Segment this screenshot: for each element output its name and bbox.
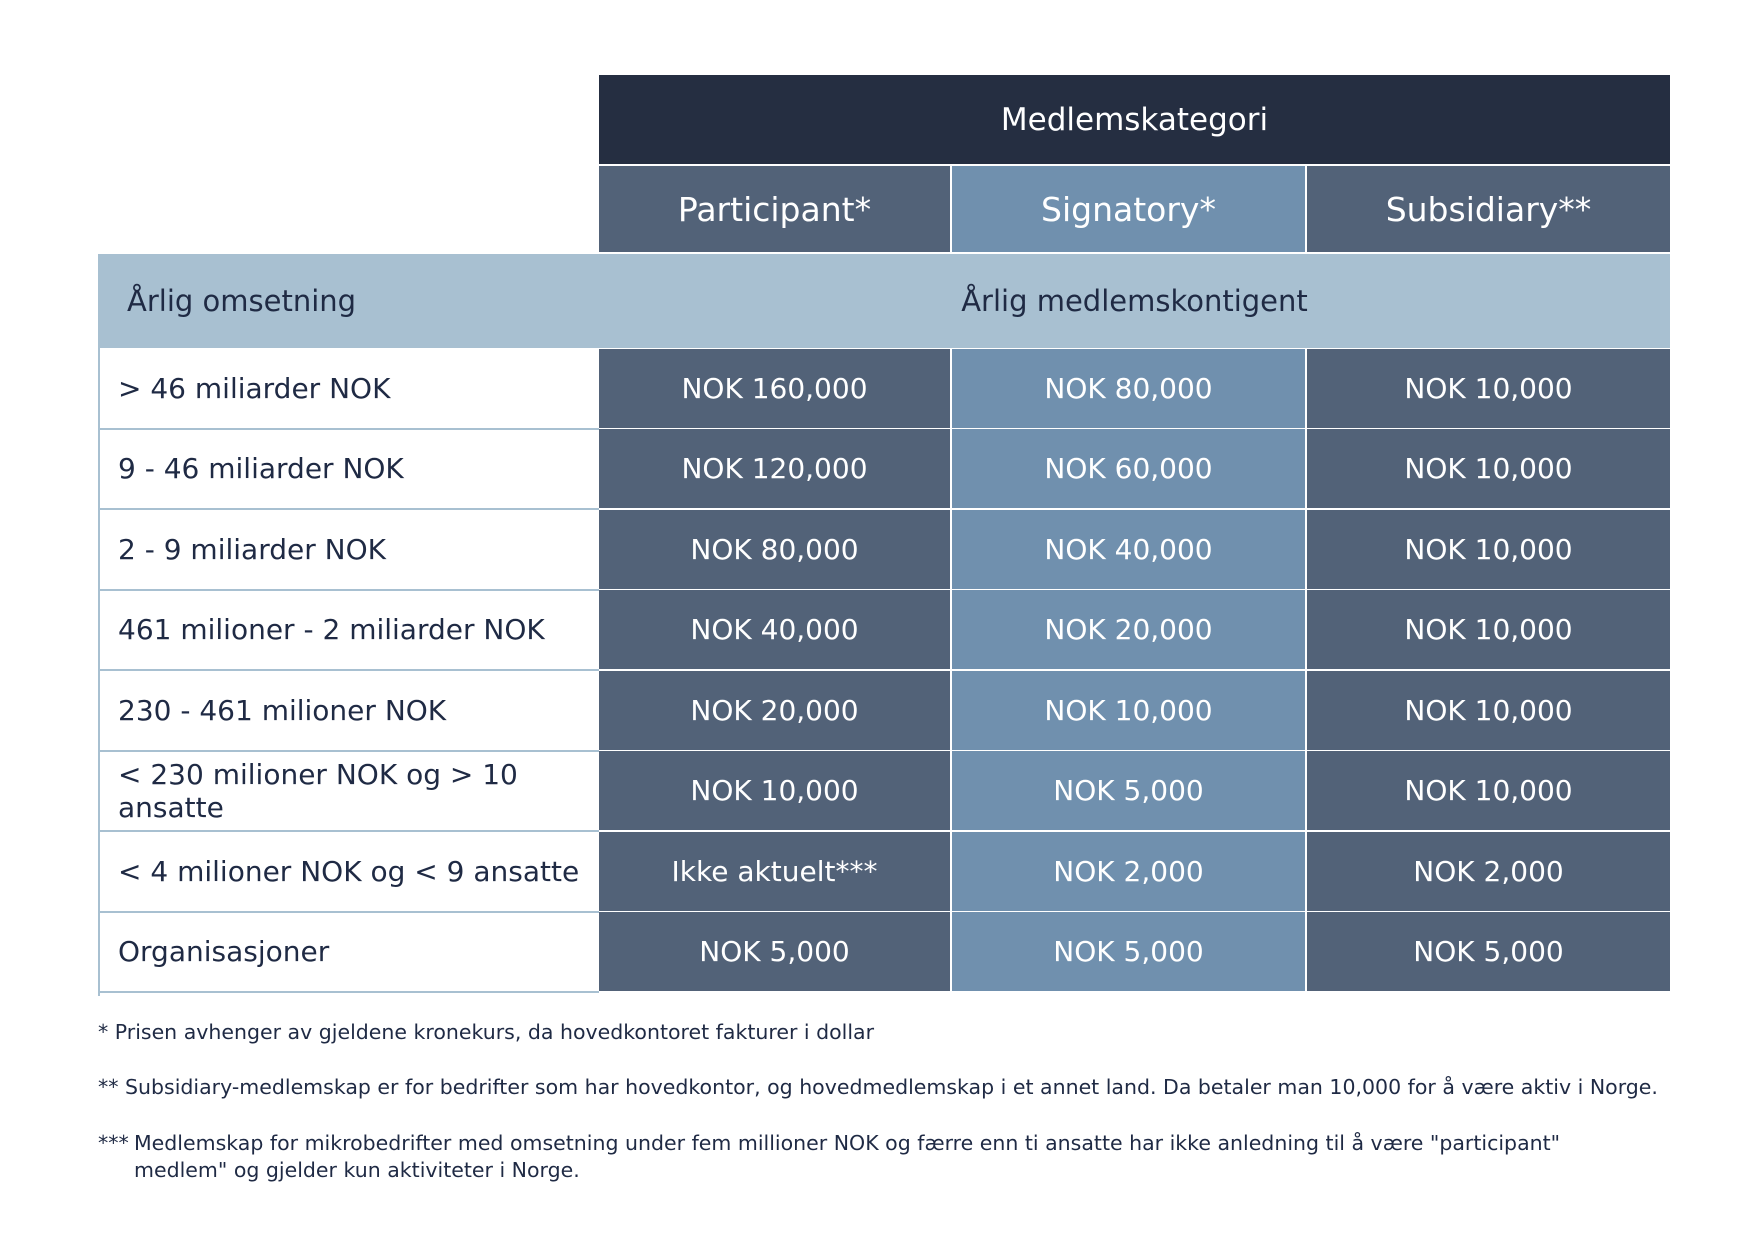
fee-cell: NOK 40,000 bbox=[952, 510, 1305, 589]
row-label: < 230 milioner NOK og > 10 ansatte bbox=[118, 757, 518, 824]
fee-cell: NOK 120,000 bbox=[599, 429, 950, 508]
row-label: 461 milioner - 2 miliarder NOK bbox=[118, 613, 545, 646]
fee-header-label: Årlig medlemskontigent bbox=[961, 284, 1308, 318]
fee-cell: NOK 80,000 bbox=[599, 510, 950, 589]
row-label: 2 - 9 miliarder NOK bbox=[118, 533, 386, 566]
fee-cell: NOK 5,000 bbox=[1307, 912, 1670, 991]
fee-cell: NOK 10,000 bbox=[1307, 429, 1670, 508]
fee-cell: NOK 5,000 bbox=[952, 912, 1305, 991]
row-label: Organisasjoner bbox=[118, 935, 330, 968]
footnote-3-text: Medlemskap for mikrobedrifter med omsetning under fem millioner NOK og færre enn ti ansatte har ikke anledning til å være "participant" medlem" og gjelder kun aktiviteter i Norge. bbox=[134, 1131, 1561, 1182]
fee-cell: NOK 10,000 bbox=[1307, 590, 1670, 669]
row-label: 230 - 461 milioner NOK bbox=[118, 694, 447, 727]
fee-cell: NOK 2,000 bbox=[952, 832, 1305, 911]
fee-cell: Ikke aktuelt*** bbox=[599, 832, 950, 911]
fee-cell: NOK 40,000 bbox=[599, 590, 950, 669]
row-label: > 46 miliarder NOK bbox=[118, 372, 391, 405]
column-header-subsidiary: Subsidiary** bbox=[1307, 166, 1670, 252]
footnote-3-mark: *** bbox=[98, 1131, 129, 1155]
fee-cell: NOK 160,000 bbox=[599, 349, 950, 428]
row-header-label: Årlig omsetning bbox=[127, 284, 357, 318]
fee-cell: NOK 10,000 bbox=[1307, 349, 1670, 428]
fee-cell: NOK 5,000 bbox=[599, 912, 950, 991]
fee-cell: NOK 20,000 bbox=[952, 590, 1305, 669]
row-label: < 4 milioner NOK og < 9 ansatte bbox=[118, 855, 580, 888]
footnote-3 bbox=[98, 1130, 1658, 1184]
fee-cell: NOK 5,000 bbox=[952, 751, 1305, 830]
fee-cell: NOK 80,000 bbox=[952, 349, 1305, 428]
footnote-2: ** Subsidiary-medlemskap er for bedrifter som har hovedkontor, og hovedmedlemskap i et annet land. Da betaler man 10,000 for å være aktiv i Norge. bbox=[98, 1075, 1658, 1099]
fee-cell: NOK 10,000 bbox=[1307, 671, 1670, 750]
row-separator bbox=[98, 991, 599, 993]
fee-cell: NOK 10,000 bbox=[599, 751, 950, 830]
row-label: 9 - 46 miliarder NOK bbox=[118, 452, 404, 485]
fee-cell: NOK 10,000 bbox=[1307, 510, 1670, 589]
fee-cell: NOK 60,000 bbox=[952, 429, 1305, 508]
footnote-1: * Prisen avhenger av gjeldene kronekurs, da hovedkontoret fakturer i dollar bbox=[98, 1020, 875, 1044]
fee-cell: NOK 20,000 bbox=[599, 671, 950, 750]
fee-cell: NOK 2,000 bbox=[1307, 832, 1670, 911]
category-header: Medlemskategori bbox=[599, 75, 1670, 164]
fee-cell: NOK 10,000 bbox=[1307, 751, 1670, 830]
fee-cell: NOK 10,000 bbox=[952, 671, 1305, 750]
column-header-signatory: Signatory* bbox=[952, 166, 1305, 252]
column-header-participant: Participant* bbox=[599, 166, 950, 252]
